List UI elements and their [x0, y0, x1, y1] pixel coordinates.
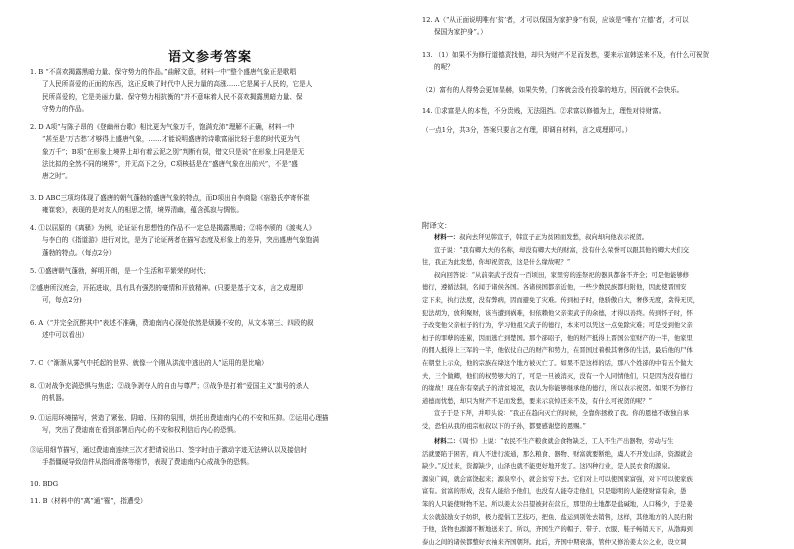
answer-line: 7. C（“渐渐从雾气中托起的世界、就像一个刚从洪流中逃出的人”运用的是比喻）: [30, 359, 268, 367]
translation-line: 源泉广阔，就会富饶起来；源泉窄小，就会贫穷下去。它们对上可以使国家富强，对下可以使家族: [422, 475, 693, 483]
answer-line: 了人民所喜爱的正面的东西，这正反映了时代中人民力量的高涨……它是属于人民的，它是人: [42, 80, 313, 89]
answer-line: 民所喜爱的，它是美丽力量、保守势力相抗衡的”并不意味着人民不喜欢揭露黑暗力量、保: [42, 92, 303, 101]
right-column: [406, 0, 784, 546]
translation-text: 叔向去拜见韩宣子，韩宣子正为贫困而发愁，叔向却向他表示祝贺。: [459, 234, 649, 241]
answer-item: [422, 49, 788, 74]
answer-line: 守势力的作品。: [42, 104, 89, 113]
answer-line: “甚至是‘万古愁’才够得上盛唐气象，……才能说明盛唐的诗歌富丽比轻于悲的时代更为气: [42, 135, 301, 144]
translation-line: 叔向回答说：“从前栾武子没有一百顷田，家里穷的连祭祀的器具都备不齐全；可是他能够修: [434, 271, 690, 279]
translation-material: [422, 436, 788, 549]
translation-line: 定下来，执行法度，没有弊病，因而避免了灾难。传到桓子时，他骄傲自大，奢侈无度，贪得无厌，: [422, 296, 700, 304]
answer-line: 写，突出了费迪南在看到部署后内心的不安和权利信后内心的恐惧。: [42, 426, 240, 435]
answer-item: [422, 124, 788, 136]
answer-item: [30, 495, 382, 507]
answer-line: 可，每点2分): [42, 296, 82, 305]
translation-material: [422, 232, 788, 434]
answer-line: 13. （1）如果不为修行道德责找他，却只为财产不足而发愁，要来示宣韩送来不及，有什么可祝贺: [422, 51, 710, 59]
answer-line: （2）富有的人得势会更加显赫，如果失势，门客就会没有投靠的地方，因而就不会快乐。: [422, 86, 684, 94]
answer-item: [422, 84, 788, 96]
answer-line: 法比拟的全然不同的境界”，并无高下之分，C项核括是在“盛唐气象在出前兴”，不是“盛: [42, 159, 298, 168]
translation-line: 富有。贫富的形成，没有人能给予他们，也没有人能夺走他们，只是聪明的人能使财富有余，愚: [422, 488, 687, 496]
translation-line: 德行，遵循法制，名闻于诸侯各国。各诸侯国都亲近他，一些少数民族都归附他，因此使晋国安: [422, 284, 687, 292]
answer-line: 14. ①求富是人的本性，不分贵贱，无法阻挡。②求富以修德为上，理性对待财富。: [422, 107, 666, 115]
answer-line: 手指僵硬导致信件从指间滑落等细节，表现了费迪南内心成战争的恐惧。: [42, 458, 253, 467]
answer-line: 的呢？: [434, 63, 454, 72]
translation-line: [422, 232, 788, 245]
answer-line: 象万千”；B项“在形象上境界上却有着云泥之别”判断有误，错文只是说“在形象上同是是无: [42, 147, 305, 156]
answer-line: 9. ①运用环境描写，营造了紧张、阴暗、压抑的氛围，烘托出费迪南内心的不安和压抑。②运用心理描: [30, 414, 329, 422]
translation-line: 泰山之间的诸侯都整好衣袖来齐国朝拜。此后，齐国中期衰落，管仲又修治姜太公之业，设立调: [422, 538, 687, 546]
translation-line: 的佣人抵得上三军的一半，他依仗自己的财产和势力，在晋国过着极其奢侈的生活，最后他的尸体: [422, 347, 693, 355]
translation-line: 缺少。”反过来，资源缺少，山泽也就不能更好地开发了。这四种行业，是人民衣食的源泉。: [422, 463, 674, 471]
translation-line: 于他，货物也源源不断地送来了。所以，齐国生产的帽子、带子、衣服、鞋子畅销天下，从渤海到: [422, 526, 693, 534]
answer-line: 10. BDG: [30, 480, 58, 488]
answer-line: 蓬勃的特点。（每点2分）: [42, 248, 116, 257]
answer-line: 2. D A项“与陈子昂的《登幽州台歌》相比更为气象万千，饱满充沛”理解不正确，材料一中: [30, 123, 295, 131]
answer-item: [30, 282, 382, 307]
answer-line: 与李白的《指道游》进行对比，是为了论证两者在描写态度及形象上的差异，突出盛唐气象饱满: [42, 236, 319, 245]
answer-item: [422, 14, 788, 39]
answer-item: [30, 317, 382, 342]
translation-line: 活就要陷于困苦，商人不进行流通，那么粮食、器物、财富就要断绝，虞人不开发山泽，资源就会: [422, 450, 693, 458]
answer-item: [30, 66, 382, 115]
answer-item: [30, 222, 382, 259]
page-title: 语文参考答案: [168, 50, 253, 65]
answer-line: 6. A（“并完全沉醉其中”表述不准确，费迪南内心深处依然是烦躁不安的，从文本第三、四段的叙: [30, 319, 314, 327]
left-column: [8, 0, 386, 543]
answer-line: 唐之时”。: [42, 172, 72, 181]
answer-line: （一点1分，共3分，答案只要言之有理，即调自材料，言之成理即可。）: [422, 126, 632, 134]
translation-line: 往，我正为此发愁，你却祝贺我，这是什么缘故呢？”: [422, 259, 571, 267]
translation-line: 宣子说：“我有卿大夫的名称，却没有卿大夫的财富，没有什么荣誉可以跟其他的卿大夫们交: [434, 246, 690, 254]
answer-line: 雍崔衮》，表现的是对友人的相思之情，境界清幽，蕴含孤寂与惆怅。: [42, 206, 244, 215]
answer-item: [30, 192, 382, 217]
answer-line: 12. A（“从正面说明唯有‘贫’者，才可以保国为家护身”有误，应该是“唯有‘立德’者，才可以: [422, 16, 689, 24]
answer-line: ②盛唐所汉庭会，开拓进取，具有具有强烈的豪情和开放精神。(只要是基于文本，言之成理即: [30, 284, 303, 292]
answer-line: 的机器。: [42, 394, 69, 403]
answer-item: [30, 357, 382, 369]
translation-line: 的缘故！现在你有栾武子的清贫境况，我认为你能够继承他的德行，所以表示祝贺。如果不为修行: [422, 385, 693, 393]
answer-line: 保国为家护身”。）: [434, 28, 487, 37]
answer-item: [30, 121, 382, 182]
material-label: 材料一：: [434, 234, 460, 241]
answer-item: [422, 105, 788, 117]
translation-line: 子改变他父亲桓子的行为，学习他祖父武子的德行，本来可以凭这一点免除灾难；可是受到他父亲: [422, 322, 693, 330]
answer-item: [30, 478, 382, 490]
material-label: 材料二：: [434, 438, 460, 445]
translation-line: 太公就鼓励女子纺织，极力提倡工艺技巧，把鱼、盐运到别处去销售，这样，其他地方的人民归附: [422, 513, 693, 521]
answer-line: 3. D ABC三项均体现了盛唐的朝气蓬勃的盛唐气象的特点，而D项出自李商隐《宿骆氏亭寄怀崔: [30, 194, 310, 202]
answer-line: 述中可以看出）: [42, 331, 89, 340]
translation-line: 笨的人只能使财物不足。所以姜太公吕望被封在营丘，那里的土地都是盐碱地，人口稀少，于是姜: [422, 500, 693, 508]
translation-line: 宣子于是下拜，并叩头说：“我正在趋向灭亡的时候，全靠你拯救了我。你的恩德不敢独自承: [434, 410, 690, 418]
answer-item: [30, 265, 382, 277]
translation-heading: 附译文：: [422, 221, 452, 230]
translation-line: 犯法胡为，放利聚财，该当遭到祸难，但依赖他父亲栾武子的余德，才得以善终。传到怀子时，怀: [422, 309, 693, 317]
answer-line: 5. ①盛唐朝气蓬勃，鲜明开朗，是一个生活和平繁荣的时代；: [30, 267, 210, 275]
translation-line: [422, 436, 788, 449]
translation-line: 道德而忧愁，却只为财产不足而发愁，要来示哀悼还来不及，有什么可祝贺的呢？”: [422, 397, 652, 405]
answer-line: 8. ①对战争充满恐惧与焦虑；②战争剥夺人的自由与尊严；③战争是打着“爱国主义”旗号的杀人: [30, 382, 309, 390]
answer-line: 1. B “不喜欢揭露黑暗力量、保守势力的作品。”曲解文意，材料一中“整个盛唐气象正是歌唱: [30, 68, 297, 76]
translation-line: 在朝堂上示众，他的宗族在绛这个地方被灭亡了。如果不是这样的话，那八个姓郤的中有五个做大: [422, 359, 693, 367]
answer-line: ③运用细节描写，通过费迪南连续三次才把请说出口、签字时由于激动字迹无法辨认以及接信时: [30, 446, 307, 454]
answer-item: [30, 380, 382, 405]
translation-text: 《周书》上说：“农民不生产粮食就会食物缺乏，工人不生产出器物，劳动与生: [459, 438, 674, 445]
translation-line: 桓子的罪孽的连累，因而逃亡到楚国。那个郤昭子，他的财产抵得上晋国公室财产的一半，他家里: [422, 334, 693, 342]
answer-line: 11. B（材料中的“离”通“罹”，指遭受）: [30, 497, 147, 505]
answer-line: 4. ①以屈原的《离骚》为例，论证证有思想性的作品不一定总是揭露黑暗；②将李颀的《渡夷人》: [30, 224, 316, 232]
answer-item: [30, 444, 382, 469]
answer-item: [30, 412, 382, 437]
translation-line: 受，恐怕从我的祖宗桓叔以下的子孙，都要感谢您的恩赐。”: [422, 422, 586, 430]
translation-line: 夫，三个做卿，他们的权势够大的了，可是一旦被消灭，没有一个人同情他们，只是因为没有德行: [422, 372, 693, 380]
